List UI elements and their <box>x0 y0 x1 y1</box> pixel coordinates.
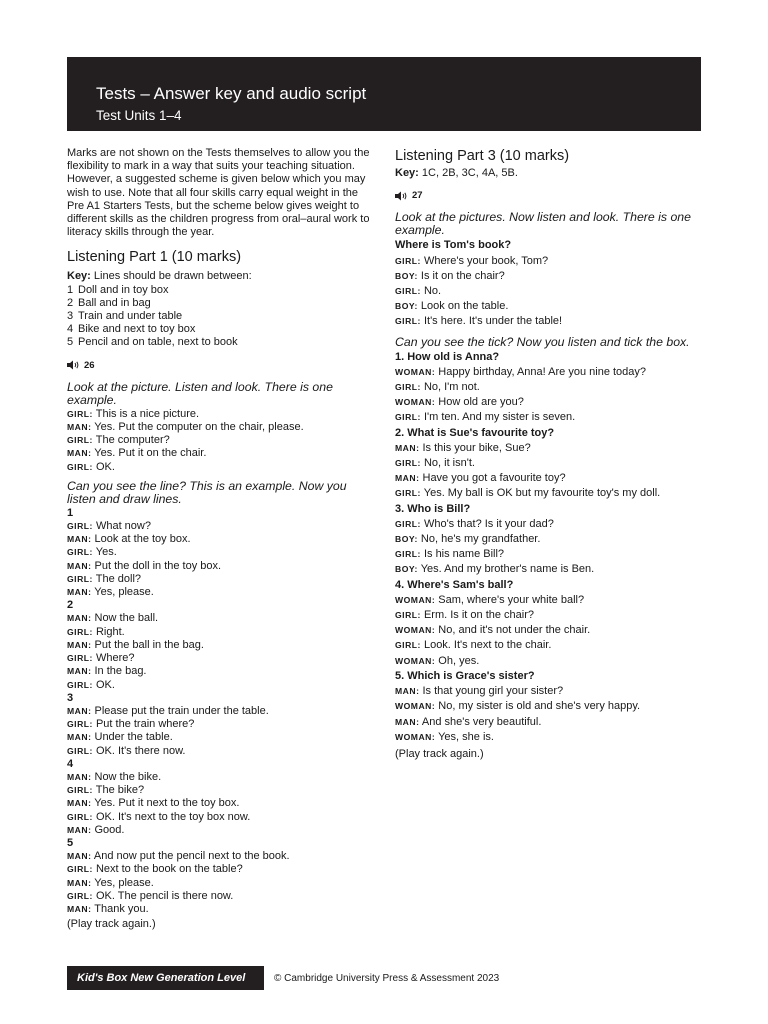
item-number: 5 <box>67 336 74 349</box>
dialogue-text: Look at the toy box. <box>94 533 191 546</box>
speaker-label: MAN: <box>67 903 92 914</box>
speaker-label: MAN: <box>67 560 92 571</box>
speaker-label: MAN: <box>67 732 92 743</box>
speaker-label: GIRL: <box>395 316 421 327</box>
dialogue-text: What now? <box>95 520 151 533</box>
dialogue-text: Put the doll in the toy box. <box>94 559 222 572</box>
section-heading-part1: Listening Part 1 (10 marks) <box>67 249 242 266</box>
dialogue-text: Yes. Put it on the chair. <box>94 447 207 460</box>
dialogue-text: Now the bike. <box>94 770 162 783</box>
dialogue-text: Happy birthday, Anna! Are you nine today? <box>438 365 647 378</box>
speaker-label: WOMAN: <box>395 366 436 377</box>
copyright-text: © Cambridge University Press & Assessment 2023 <box>274 972 500 984</box>
answer-key: Key: Lines should be drawn between: <box>67 270 252 283</box>
dialogue-text: Where? <box>95 652 135 665</box>
speaker-label: MAN: <box>395 473 420 484</box>
speaker-label: MAN: <box>67 824 92 835</box>
dialogue-line <box>395 471 705 486</box>
dialogue-line <box>395 730 705 745</box>
dialogue-text: No, he's my grandfather. <box>420 533 541 546</box>
dialogue-line <box>67 797 377 810</box>
dialogue-line <box>67 546 377 559</box>
dialogue-line <box>395 593 705 608</box>
dialogue-text: This is a nice picture. <box>95 407 200 420</box>
dialogue-text: Look. It's next to the chair. <box>423 639 552 652</box>
dialogue-line <box>67 533 377 546</box>
question-title: 4. Where's Sam's ball? <box>395 578 514 591</box>
dialogue-line <box>395 654 705 669</box>
answer-items <box>67 284 377 350</box>
dialogue-text: OK. <box>95 678 115 691</box>
speaker-label: GIRL: <box>395 458 421 469</box>
speaker-label: GIRL: <box>67 745 93 756</box>
dialogue-line <box>395 699 705 714</box>
dialogue-line <box>67 639 377 652</box>
speaker-label: WOMAN: <box>395 701 436 712</box>
dialogue-line <box>395 562 705 577</box>
dialogue-text: Oh, yes. <box>438 654 480 667</box>
speaker-label: MAN: <box>395 716 420 727</box>
answer-item <box>67 297 377 310</box>
dialogue-text: Now the ball. <box>94 612 159 625</box>
speaker-label: MAN: <box>67 877 92 888</box>
dialogue-text: No, I'm not. <box>423 381 480 394</box>
dialogue-line <box>67 731 377 744</box>
speaker-label: MAN: <box>67 771 92 782</box>
dialogue-line <box>67 890 377 903</box>
dialogue-line <box>395 684 705 699</box>
dialogue-text: Yes. Put it next to the toy box. <box>94 797 240 810</box>
instruction-text: Look at the pictures. Now listen and look. There is one example. <box>395 210 691 238</box>
dialogue-text: Yes, please. <box>94 876 154 889</box>
dialogue-text: Sam, where's your white ball? <box>438 593 585 606</box>
question-title: 5. Which is Grace's sister? <box>395 669 535 682</box>
speaker-label: BOY: <box>395 534 418 545</box>
dialogue-text: Yes, please. <box>94 586 154 599</box>
speaker-label: GIRL: <box>395 488 421 499</box>
dialogue-text: Please put the train under the table. <box>94 704 269 717</box>
answer-item <box>67 323 377 336</box>
dialogue-line <box>67 863 377 876</box>
dialogue-text: The doll? <box>95 572 142 585</box>
example-dialogue <box>67 408 377 474</box>
speaker-label: GIRL: <box>67 653 93 664</box>
dialogue-text: Put the train where? <box>95 718 195 731</box>
dialogue-line <box>67 718 377 731</box>
speaker-label: GIRL: <box>67 547 93 558</box>
dialogue-sections <box>67 507 377 916</box>
speaker-label: MAN: <box>67 798 92 809</box>
item-text: Train and under table <box>78 310 183 323</box>
dialogue-text: How old are you? <box>438 396 524 409</box>
question-title: 3 <box>67 691 74 704</box>
page-footer <box>67 966 500 1008</box>
dialogue-line <box>67 434 377 447</box>
dialogue-text: The bike? <box>95 784 145 797</box>
dialogue-line <box>67 612 377 625</box>
speaker-label: GIRL: <box>67 408 93 419</box>
speaker-icon <box>395 191 408 201</box>
section-heading-part3: Listening Part 3 (10 marks) <box>395 148 570 164</box>
left-column <box>67 147 377 931</box>
speaker-label: MAN: <box>67 613 92 624</box>
speaker-label: GIRL: <box>67 811 93 822</box>
speaker-label: MAN: <box>67 448 92 459</box>
dialogue-text: No. <box>423 285 442 298</box>
track-number: 27 <box>412 190 423 202</box>
speaker-label: BOY: <box>395 301 418 312</box>
speaker-label: MAN: <box>67 666 92 677</box>
dialogue-line <box>395 410 705 425</box>
dialogue-line <box>67 461 377 474</box>
dialogue-line <box>67 679 377 692</box>
dialogue-line <box>67 408 377 421</box>
speaker-label: MAN: <box>395 442 420 453</box>
dialogue-text: And now put the pencil next to the book. <box>93 850 290 863</box>
dialogue-line <box>67 877 377 890</box>
question-title: 2. What is Sue's favourite toy? <box>395 426 555 439</box>
dialogue-line <box>395 284 705 299</box>
dialogue-text: Yes. And my brother's name is Ben. <box>420 563 595 576</box>
dialogue-text: No, it isn't. <box>423 457 475 470</box>
item-number: 4 <box>67 323 74 336</box>
dialogue-line <box>395 395 705 410</box>
dialogue-text: Yes. Put the computer on the chair, please. <box>94 421 304 434</box>
speaker-label: GIRL: <box>67 626 93 637</box>
dialogue-line <box>395 486 705 501</box>
book-title-badge: Kid's Box New Generation Level 1 <box>67 966 264 990</box>
dialogue-line <box>67 771 377 784</box>
right-column <box>395 147 705 762</box>
answer-item <box>67 284 377 297</box>
play-again-note: (Play track again.) <box>67 918 156 931</box>
speaker-label: WOMAN: <box>395 397 436 408</box>
intro-paragraph: Marks are not shown on the Tests themselves to allow you the flexibility to mark in a way that suits your teaching situation. However, a suggested scheme is given below which you may wish to use. Note that all four skills carry equal weight in the Pre A1 Starters Tests, but the scheme below gives weight to different skills as the children progress from oral–aural work to literacy skills through the year. <box>67 147 370 239</box>
speaker-label: MAN: <box>67 587 92 598</box>
play-again-note: (Play track again.) <box>395 747 484 760</box>
item-number: 3 <box>67 310 74 323</box>
dialogue-sections <box>395 350 705 745</box>
speaker-label: WOMAN: <box>395 594 436 605</box>
dialogue-line <box>67 520 377 533</box>
page-title: Tests – Answer key and audio script <box>96 84 367 103</box>
dialogue-line <box>67 745 377 758</box>
instruction-text: Look at the picture. Listen and look. There is one example. <box>67 379 333 407</box>
speaker-label: BOY: <box>395 564 418 575</box>
dialogue-text: Have you got a favourite toy? <box>422 472 566 485</box>
dialogue-text: Right. <box>95 625 125 638</box>
dialogue-line <box>67 824 377 837</box>
speaker-label: GIRL: <box>395 640 421 651</box>
dialogue-text: I'm ten. And my sister is seven. <box>423 411 576 424</box>
dialogue-text: Look on the table. <box>420 300 509 313</box>
audio-track <box>395 189 705 202</box>
dialogue-line <box>67 665 377 678</box>
dialogue-text: Good. <box>94 823 125 836</box>
speaker-icon <box>67 360 80 370</box>
dialogue-line <box>67 811 377 824</box>
dialogue-text: Is that young girl your sister? <box>422 685 564 698</box>
dialogue-line <box>395 623 705 638</box>
dialogue-line <box>67 626 377 639</box>
speaker-label: WOMAN: <box>395 655 436 666</box>
dialogue-line <box>395 299 705 314</box>
example-question: Where is Tom's book? <box>395 239 512 252</box>
dialogue-text: OK. It's next to the toy box now. <box>95 810 251 823</box>
dialogue-text: Yes. <box>95 546 117 559</box>
dialogue-line <box>395 456 705 471</box>
dialogue-text: In the bag. <box>94 665 147 678</box>
item-text: Pencil and on table, next to book <box>78 336 238 349</box>
dialogue-text: Where's your book, Tom? <box>423 254 549 267</box>
speaker-label: GIRL: <box>67 435 93 446</box>
question-title: 3. Who is Bill? <box>395 502 471 515</box>
speaker-label: GIRL: <box>395 255 421 266</box>
dialogue-text: OK. It's there now. <box>95 744 186 757</box>
speaker-label: GIRL: <box>67 679 93 690</box>
speaker-label: GIRL: <box>395 549 421 560</box>
answer-item <box>67 336 377 349</box>
dialogue-text: Next to the book on the table? <box>95 863 243 876</box>
dialogue-text: Yes. My ball is OK but my favourite toy's my doll. <box>423 487 661 500</box>
dialogue-text: No, and it's not under the chair. <box>438 624 591 637</box>
item-text: Bike and next to toy box <box>78 323 196 336</box>
question-title: 2 <box>67 599 74 612</box>
item-text: Doll and in toy box <box>78 283 169 296</box>
dialogue-line <box>67 586 377 599</box>
dialogue-line <box>67 560 377 573</box>
dialogue-line <box>395 638 705 653</box>
dialogue-text: Thank you. <box>94 902 149 915</box>
speaker-label: GIRL: <box>67 719 93 730</box>
speaker-label: GIRL: <box>67 864 93 875</box>
dialogue-line <box>67 784 377 797</box>
dialogue-line <box>67 421 377 434</box>
speaker-label: MAN: <box>67 639 92 650</box>
speaker-label: GIRL: <box>395 286 421 297</box>
item-number: 2 <box>67 296 74 309</box>
dialogue-line <box>67 705 377 718</box>
answer-key: Key: 1C, 2B, 3C, 4A, 5B. <box>395 167 518 179</box>
dialogue-line <box>395 314 705 329</box>
dialogue-line <box>395 547 705 562</box>
dialogue-text: The computer? <box>95 434 170 447</box>
question-title: 1 <box>67 506 74 519</box>
dialogue-text: Put the ball in the bag. <box>94 638 204 651</box>
dialogue-line <box>395 517 705 532</box>
page-header <box>67 57 701 131</box>
example-dialogue <box>395 254 705 330</box>
dialogue-line <box>395 532 705 547</box>
question-title: 5 <box>67 836 74 849</box>
speaker-label: WOMAN: <box>395 625 436 636</box>
dialogue-line <box>395 269 705 284</box>
dialogue-text: Erm. Is it on the chair? <box>423 609 534 622</box>
speaker-label: GIRL: <box>67 890 93 901</box>
dialogue-line <box>67 850 377 863</box>
dialogue-text: OK. <box>95 460 115 473</box>
page-subtitle: Test Units 1–4 <box>96 108 182 123</box>
speaker-label: GIRL: <box>67 785 93 796</box>
speaker-label: GIRL: <box>395 382 421 393</box>
question-title: 1. How old is Anna? <box>395 350 500 363</box>
track-number: 26 <box>84 359 95 371</box>
answer-item <box>67 310 377 323</box>
speaker-label: BOY: <box>395 270 418 281</box>
dialogue-text: Is this your bike, Sue? <box>422 441 531 454</box>
speaker-label: GIRL: <box>395 412 421 423</box>
dialogue-text: No, my sister is old and she's very happy. <box>438 700 641 713</box>
speaker-label: MAN: <box>395 686 420 697</box>
dialogue-line <box>67 447 377 460</box>
instruction-text: Can you see the tick? Now you listen and tick the box. <box>395 334 690 349</box>
dialogue-line <box>67 903 377 916</box>
speaker-label: GIRL: <box>67 461 93 472</box>
speaker-label: GIRL: <box>67 521 93 532</box>
dialogue-line <box>395 441 705 456</box>
audio-track <box>67 359 377 372</box>
dialogue-line <box>395 365 705 380</box>
dialogue-line <box>395 608 705 623</box>
dialogue-line <box>395 254 705 269</box>
dialogue-text: Yes, she is. <box>438 730 494 743</box>
speaker-label: MAN: <box>67 705 92 716</box>
dialogue-line <box>395 380 705 395</box>
speaker-label: MAN: <box>67 422 92 433</box>
dialogue-line <box>67 652 377 665</box>
dialogue-text: And she's very beautiful. <box>421 715 542 728</box>
dialogue-line <box>67 573 377 586</box>
dialogue-text: It's here. It's under the table! <box>423 315 563 328</box>
speaker-label: MAN: <box>67 851 92 862</box>
dialogue-text: Under the table. <box>94 731 173 744</box>
item-number: 1 <box>67 283 74 296</box>
speaker-label: GIRL: <box>395 610 421 621</box>
question-title: 4 <box>67 757 74 770</box>
dialogue-text: Who's that? Is it your dad? <box>423 517 554 530</box>
dialogue-line <box>395 715 705 730</box>
speaker-label: GIRL: <box>395 518 421 529</box>
speaker-label: WOMAN: <box>395 731 436 742</box>
dialogue-text: Is it on the chair? <box>420 269 505 282</box>
instruction-text: Can you see the line? This is an example. Now you listen and draw lines. <box>67 478 347 506</box>
speaker-label: MAN: <box>67 534 92 545</box>
item-text: Ball and in bag <box>78 296 151 309</box>
dialogue-text: Is his name Bill? <box>423 548 505 561</box>
speaker-label: GIRL: <box>67 573 93 584</box>
dialogue-text: OK. The pencil is there now. <box>95 889 234 902</box>
